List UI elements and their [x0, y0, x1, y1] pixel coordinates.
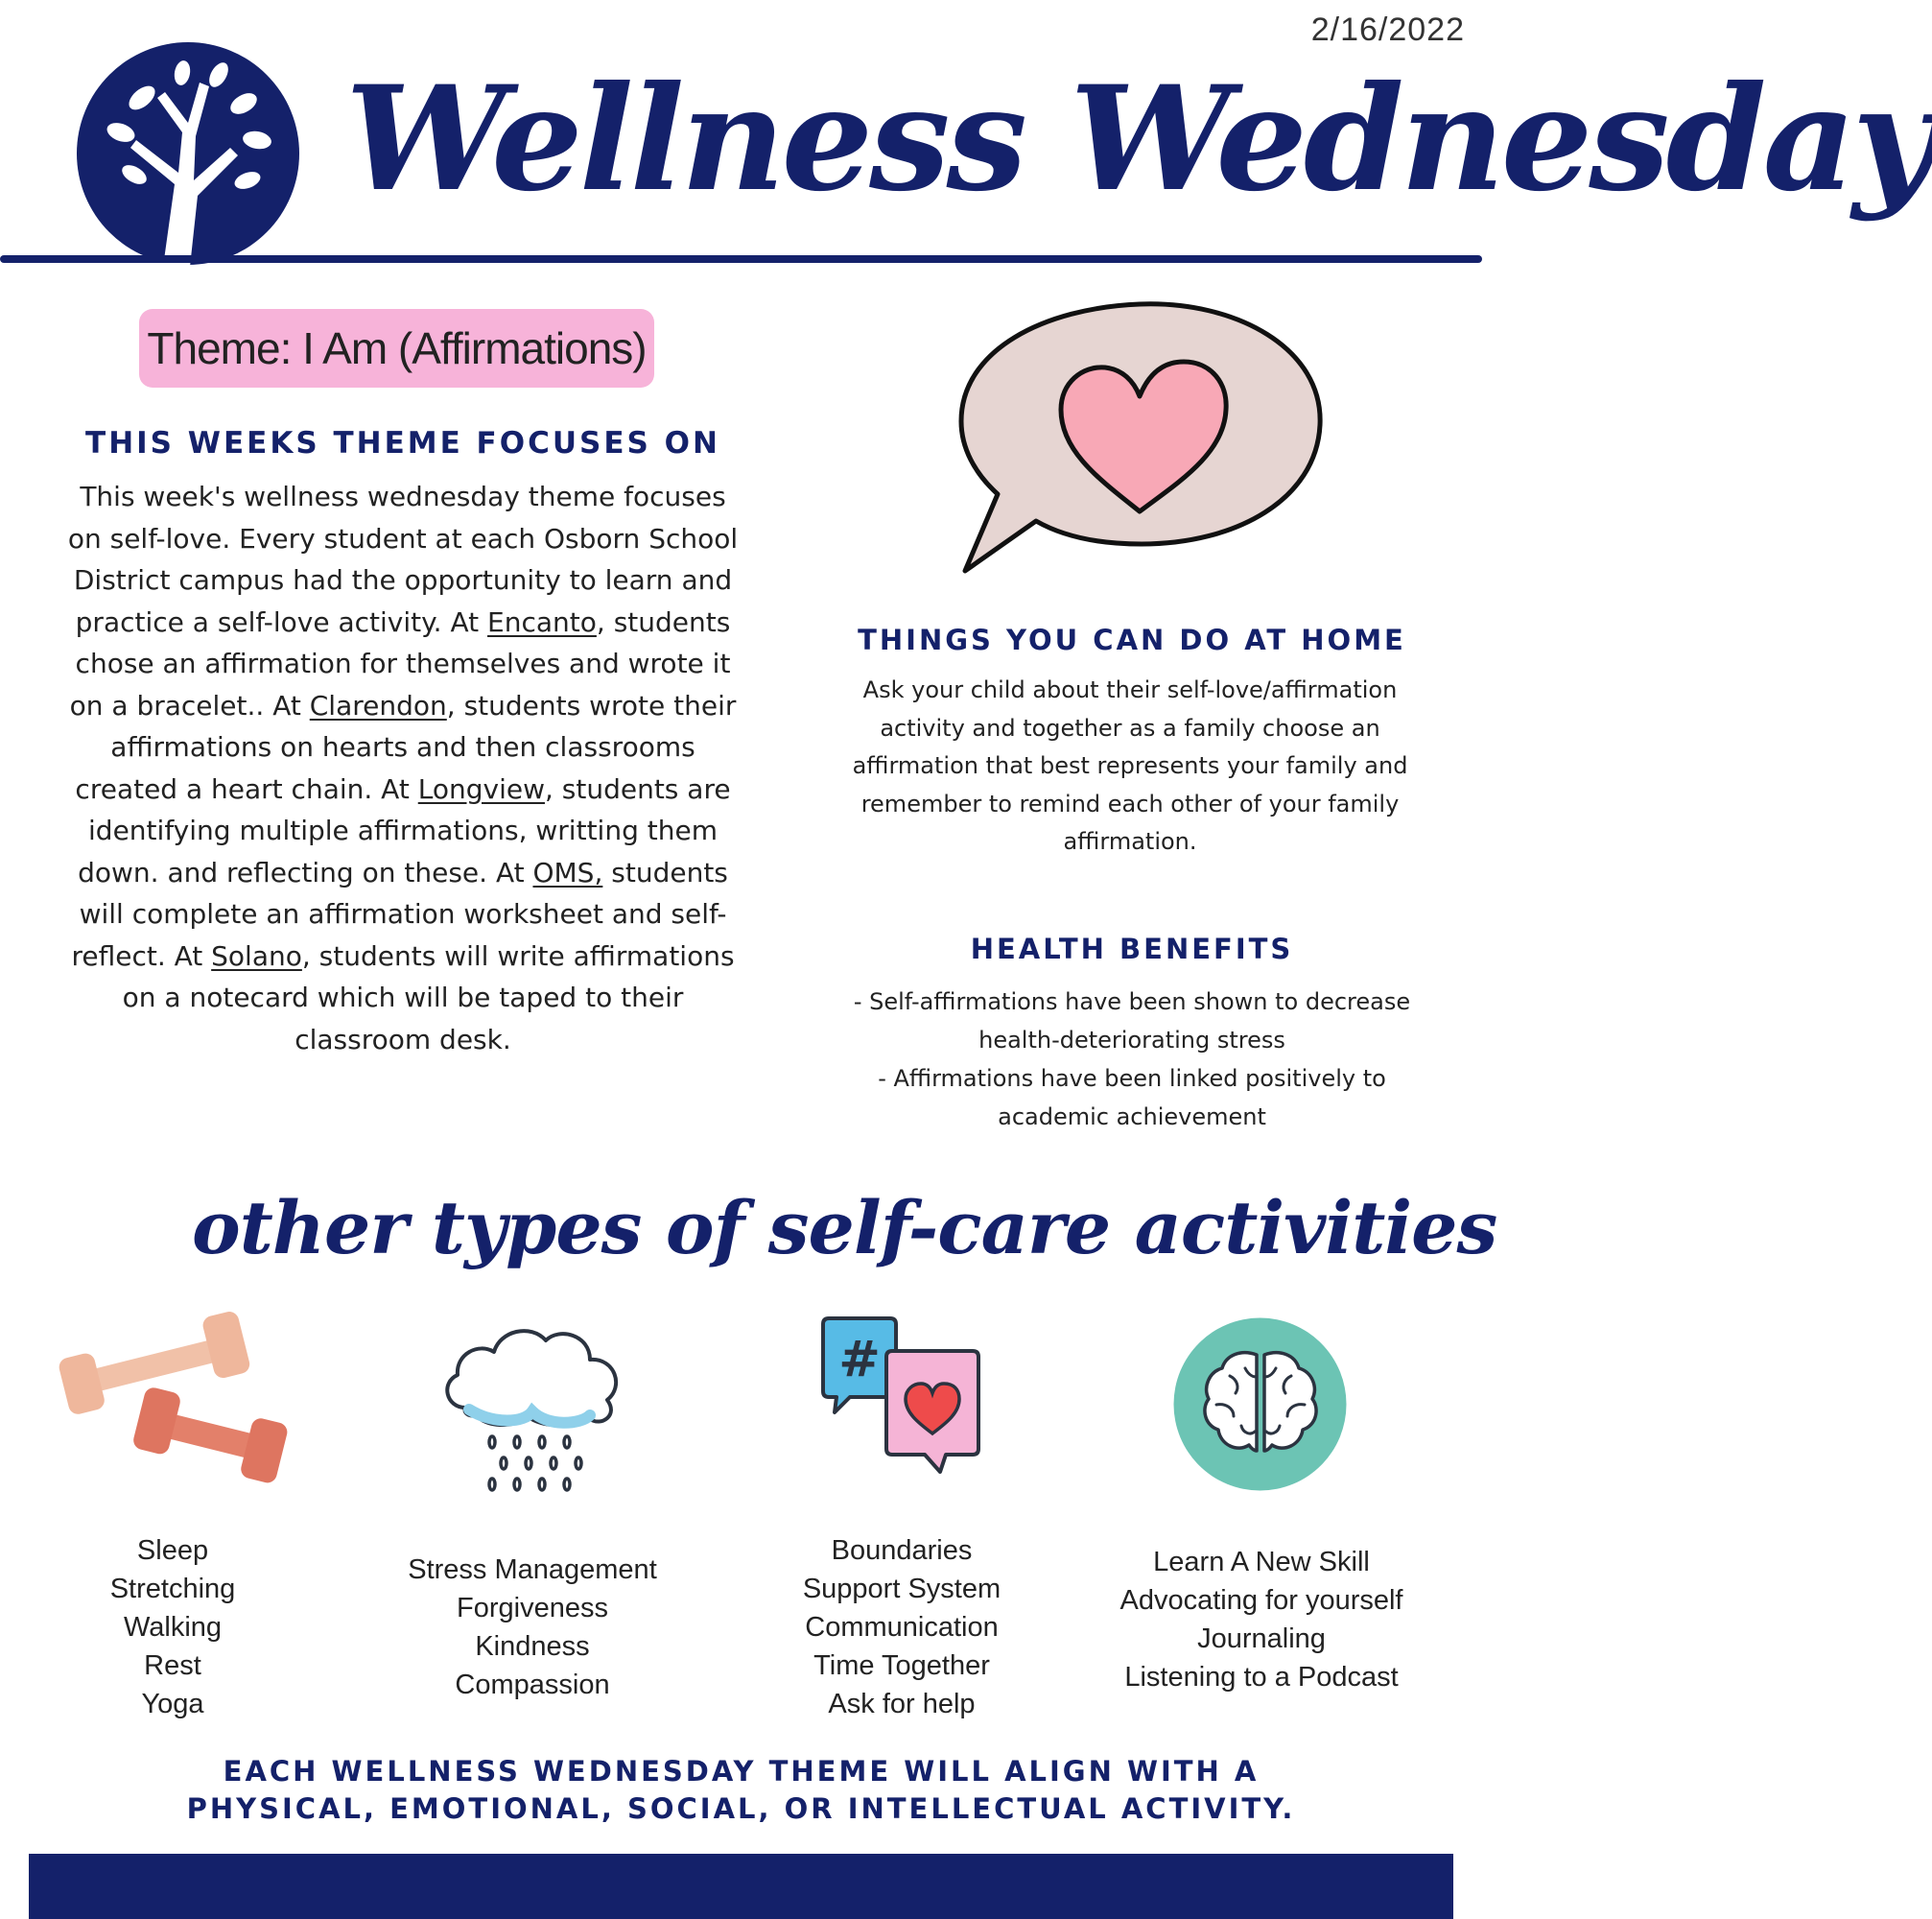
list-item: Advocating for yourself	[1119, 1585, 1403, 1616]
page-title: Wellness Wednesday	[345, 55, 1932, 224]
footer-bar	[29, 1854, 1453, 1919]
list-item: Yoga	[141, 1689, 204, 1719]
focus-heading: THIS WEEKS THEME FOCUSES ON	[85, 426, 720, 461]
footer-note	[173, 1753, 1309, 1828]
list-item: Forgiveness	[457, 1593, 608, 1623]
list-item: Stretching	[109, 1574, 236, 1604]
school-name-solano: Solano	[211, 939, 302, 972]
activities-heading: other types of self-care activities	[192, 1185, 1497, 1270]
health-benefit-item: - Affirmations have been linked positively to academic achievement	[878, 1065, 1386, 1130]
list-item: Ask for help	[828, 1689, 976, 1719]
list-item: Stress Management	[408, 1554, 657, 1585]
focus-text: , students will write affirmations on a notecard which will be taped to their classroom desk.	[122, 939, 735, 1055]
activity-list-social	[748, 1531, 1055, 1723]
activity-list-physical	[58, 1531, 288, 1723]
activity-list-intellectual	[1074, 1543, 1449, 1696]
footer-line: EACH WELLNESS WEDNESDAY THEME WILL ALIGN WITH A	[223, 1755, 1260, 1788]
health-heading: HEALTH BENEFITS	[970, 933, 1294, 965]
list-item: Time Together	[813, 1650, 990, 1681]
list-item: Kindness	[475, 1631, 590, 1662]
list-item: Sleep	[136, 1535, 209, 1566]
date-label: 2/16/2022	[1310, 12, 1465, 48]
list-item: Walking	[123, 1612, 223, 1643]
tree-logo-icon	[75, 40, 301, 267]
list-item: Communication	[805, 1612, 999, 1643]
list-item: Journaling	[1197, 1623, 1326, 1654]
theme-badge: Theme: I Am (Affirmations)	[139, 309, 654, 388]
list-item: Learn A New Skill	[1153, 1547, 1370, 1577]
brain-icon	[1172, 1316, 1348, 1492]
home-heading: THINGS YOU CAN DO AT HOME	[858, 624, 1406, 656]
footer-line: PHYSICAL, EMOTIONAL, SOCIAL, OR INTELLECTUAL ACTIVITY.	[186, 1792, 1296, 1825]
rain-cloud-icon	[436, 1319, 628, 1502]
dumbbell-icon	[58, 1315, 293, 1482]
list-item: Boundaries	[831, 1535, 973, 1566]
school-name-encanto: Encanto	[487, 605, 597, 638]
list-item: Rest	[144, 1650, 201, 1681]
health-benefit-item: - Self-affirmations have been shown to decrease health-deteriorating stress	[853, 988, 1411, 1054]
focus-text: This week's wellness wednesday theme focuses on self-love. Every student at each Osborn School District campus had the opportunity to learn and practice a self-love activity. At	[67, 481, 739, 638]
list-item: Compassion	[455, 1670, 610, 1700]
home-paragraph: Ask your child about their self-love/affirmation activity and together as a family choose an affirmation that best represents your family and remember to remind each other of your family affirmation.	[852, 676, 1408, 855]
list-item: Support System	[802, 1574, 1001, 1604]
focus-text: students will complete an affirmation worksheet and self-reflect. At	[71, 856, 728, 972]
header-divider	[0, 255, 1482, 263]
svg-text:#: #	[838, 1331, 881, 1388]
school-name-oms: OMS,	[532, 856, 603, 888]
chat-bubbles-icon	[817, 1315, 985, 1482]
focus-text: , students are identifying multiple affirmations, writting them down. and reflecting on these. At	[78, 772, 731, 888]
health-benefits-list	[825, 983, 1439, 1136]
focus-text: , students chose an affirmation for themselves and wrote it on a bracelet.. At	[69, 605, 731, 722]
activity-list-emotional	[365, 1551, 700, 1704]
focus-text: , students wrote their affirmations on hearts and then classrooms created a heart chain. At	[75, 689, 737, 805]
focus-paragraph	[67, 476, 739, 1060]
school-name-longview: Longview	[417, 772, 545, 805]
list-item: Listening to a Podcast	[1124, 1662, 1399, 1693]
school-name-clarendon: Clarendon	[309, 689, 447, 722]
heart-speech-bubble-icon	[948, 293, 1331, 576]
